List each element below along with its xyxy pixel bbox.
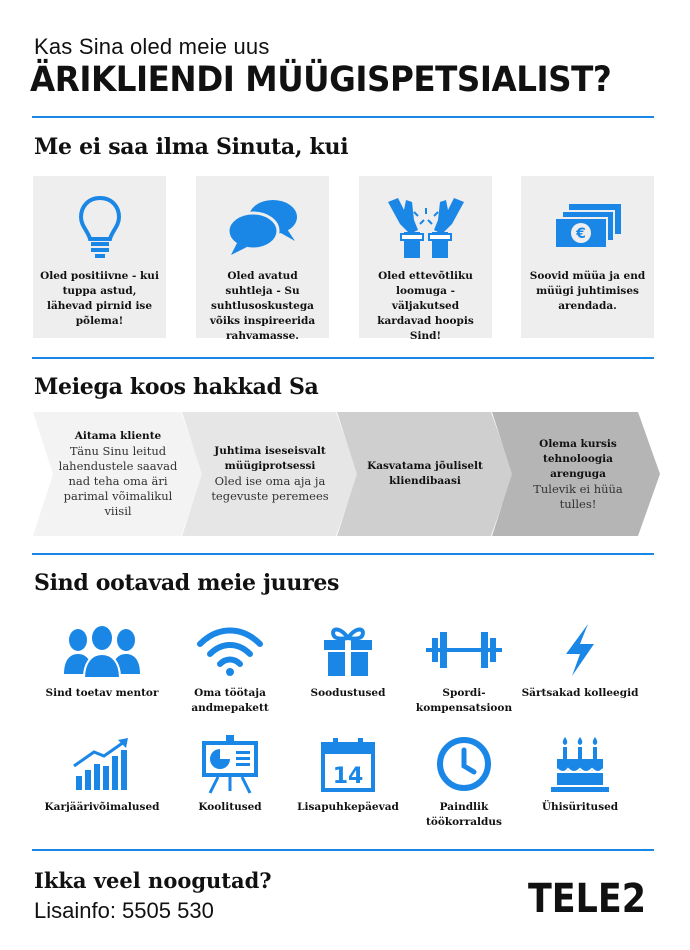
divider bbox=[32, 357, 654, 359]
benefit-label: Soodustused bbox=[310, 687, 386, 699]
header-subtitle: Kas Sina oled meie uus bbox=[34, 34, 270, 59]
tele2-logo bbox=[528, 868, 648, 920]
step-body: Oled ise oma aja ja tegevuste peremees bbox=[211, 474, 329, 503]
lightbulb-icon bbox=[78, 195, 122, 259]
section-heading-benefits: Sind ootavad meie juures bbox=[34, 570, 340, 596]
benefit-data-plan bbox=[170, 620, 290, 716]
card-sales bbox=[521, 176, 654, 338]
growth-chart-icon bbox=[70, 736, 134, 792]
mentor-group-icon bbox=[62, 622, 142, 678]
step-body: Tänu Sinu leitud lahendustele saavad nad teha oma äri parimal võimalikul viisil bbox=[58, 444, 178, 518]
dumbbell-icon bbox=[426, 628, 502, 672]
card-text: Oled avatud suhtleja - Su suhtlusoskustega võiks inspireerida rahvamasse. bbox=[209, 270, 316, 342]
benefit-label: Lisapuhkepäevad bbox=[297, 801, 399, 813]
page-title: ÄRIKLIENDI MÜÜGISPETSIALIST? bbox=[30, 60, 612, 100]
clock-icon bbox=[436, 736, 492, 792]
step-title: Aitama kliente bbox=[74, 430, 162, 442]
benefit-trainings bbox=[170, 734, 290, 815]
wifi-icon bbox=[196, 624, 264, 676]
card-positive bbox=[33, 176, 166, 338]
benefit-events bbox=[520, 734, 640, 815]
footer-question: Ikka veel noogutad? bbox=[34, 868, 272, 893]
benefit-label: Särtsakad kolleegid bbox=[521, 687, 639, 699]
step-title: Kasvatama jõuliselt kliendibaasi bbox=[367, 460, 483, 487]
benefit-career bbox=[42, 734, 162, 815]
breaking-chains-hands-icon bbox=[384, 194, 468, 260]
divider bbox=[32, 116, 654, 118]
card-entrepreneurial bbox=[359, 176, 492, 342]
presentation-board-icon bbox=[200, 735, 260, 793]
step-help-clients bbox=[33, 412, 203, 536]
step-body: Tulevik ei hüüa tulles! bbox=[533, 481, 623, 511]
section-heading-needs: Me ei saa ilma Sinuta, kui bbox=[34, 134, 349, 160]
benefit-colleagues bbox=[520, 620, 640, 701]
calendar-icon bbox=[321, 736, 375, 792]
step-title: Juhtima iseseisvalt müügiprotsessi bbox=[214, 445, 326, 472]
gift-icon bbox=[320, 622, 376, 678]
card-text: Oled positiivne - kui tuppa astud, lähevad pirnid ise põlema! bbox=[40, 270, 159, 327]
step-grow-clientbase bbox=[337, 412, 513, 536]
benefit-mentor bbox=[42, 620, 162, 701]
card-text: Soovid müüa ja end müügi juhtimises arendada. bbox=[529, 270, 646, 312]
section-heading-with-us: Meiega koos hakkad Sa bbox=[34, 374, 319, 400]
card-communicator bbox=[196, 176, 329, 342]
lightning-icon bbox=[560, 622, 600, 678]
logo-text: TELE2 bbox=[528, 876, 646, 922]
benefit-discounts bbox=[288, 620, 408, 701]
benefit-label: Spordi-kompensatsioon bbox=[415, 687, 513, 714]
benefit-label: Oma töötaja andmepakett bbox=[191, 687, 269, 714]
benefit-flexible-work bbox=[404, 734, 524, 830]
birthday-cake-icon bbox=[551, 735, 609, 793]
benefit-label: Paindlik töökorraldus bbox=[426, 801, 502, 828]
speech-bubbles-icon bbox=[225, 197, 301, 257]
benefit-sports bbox=[404, 620, 524, 716]
svg-text:€: € bbox=[575, 226, 586, 242]
step-manage-sales bbox=[182, 412, 358, 536]
step-technology bbox=[492, 412, 660, 536]
calendar-day: 14 bbox=[332, 764, 364, 789]
card-text: Oled ettevõtliku loomuga - väljakutsed kardavad hoopis Sind! bbox=[377, 270, 474, 342]
euro-banknotes-icon bbox=[551, 202, 625, 252]
benefit-label: Karjäärivõimalused bbox=[44, 801, 160, 813]
benefit-label: Koolitused bbox=[198, 801, 262, 813]
benefit-extra-days bbox=[288, 734, 408, 815]
benefit-label: Ühisüritused bbox=[541, 801, 619, 813]
benefit-label: Sind toetav mentor bbox=[45, 687, 159, 699]
divider bbox=[32, 849, 654, 851]
divider bbox=[32, 553, 654, 555]
step-title: Olema kursis tehnoloogia arenguga bbox=[539, 437, 617, 480]
contact-info: Lisainfo: 5505 530 bbox=[34, 898, 214, 923]
